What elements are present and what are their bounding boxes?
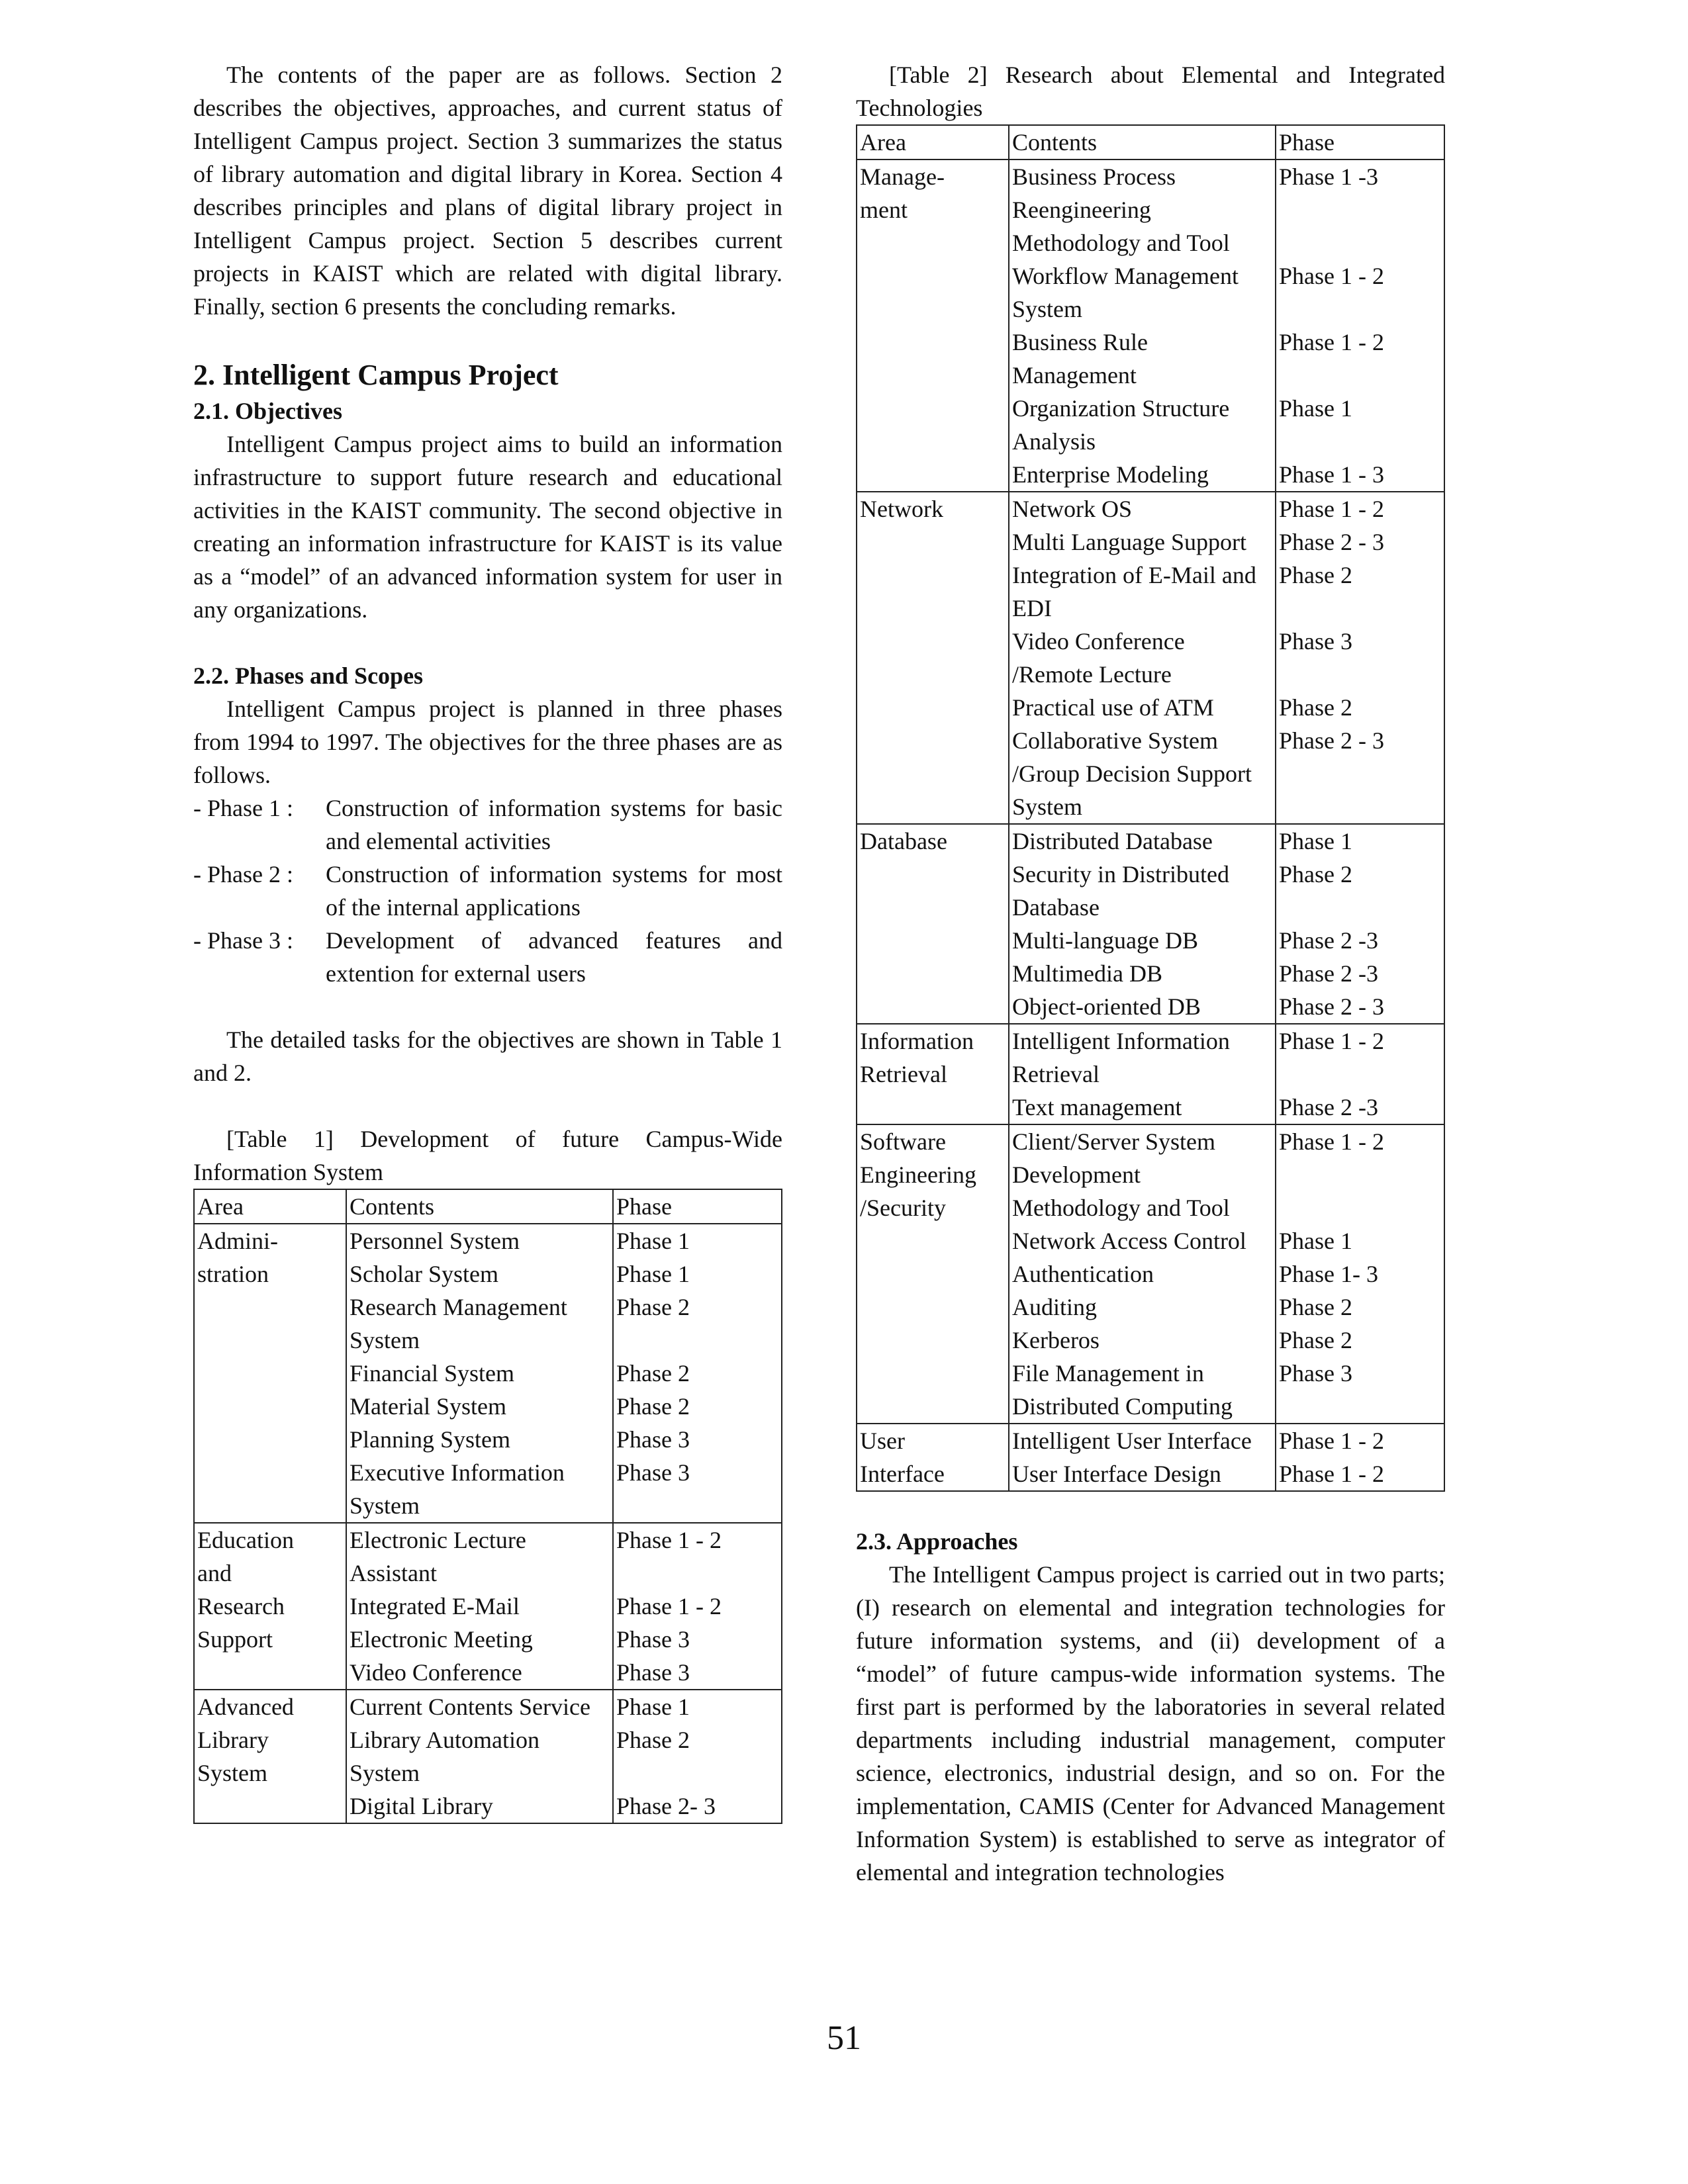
phase-value: Phase 1 - 2: [1279, 1428, 1384, 1454]
content-line: Client/Server System: [1012, 1128, 1215, 1155]
area-line: and: [197, 1560, 232, 1586]
content-line: Analysis: [1012, 428, 1096, 455]
content-line: User Interface Design: [1012, 1461, 1221, 1487]
section-2-title: 2. Intelligent Campus Project: [193, 359, 559, 391]
content-line: System: [350, 1492, 420, 1519]
phase-cell: [1276, 492, 1444, 824]
area-cell: [857, 1024, 1009, 1124]
phase-list-item: [193, 858, 782, 924]
phase-value: Phase 2: [616, 1727, 690, 1753]
content-line: Integrated E-Mail: [350, 1593, 520, 1619]
phase-value: Phase 2: [616, 1360, 690, 1387]
content-line: Financial System: [350, 1360, 514, 1387]
content-line: Enterprise Modeling: [1012, 461, 1209, 488]
content-line: Integration of E-Mail and: [1012, 562, 1256, 588]
content-line: Distributed Computing: [1012, 1393, 1233, 1420]
phase-value: Phase 1: [616, 1261, 690, 1287]
content-line: Retrieval: [1012, 1061, 1100, 1087]
phase-value: Phase 3: [616, 1659, 690, 1686]
phases-heading: 2.2. Phases and Scopes: [193, 662, 424, 689]
area-line: Retrieval: [860, 1061, 947, 1087]
phase-value: Phase 1 - 2: [1279, 1028, 1384, 1054]
phase-label: - Phase 3 :: [193, 927, 293, 954]
content-line: Methodology and Tool: [1012, 230, 1230, 256]
content-line: Multi Language Support: [1012, 529, 1246, 555]
area-line: Network: [860, 496, 943, 522]
content-line: File Management in: [1012, 1360, 1204, 1387]
area-line: Interface: [860, 1461, 945, 1487]
area-line: Software: [860, 1128, 946, 1155]
table-row: [857, 159, 1444, 492]
phase-cell: [613, 1523, 782, 1690]
phase-cell: [613, 1690, 782, 1823]
table-2-caption: [Table 2] Research about Elemental and Integrated Technologies: [856, 62, 1445, 121]
approaches-heading: 2.3. Approaches: [856, 1528, 1018, 1555]
area-cell: [857, 159, 1009, 492]
content-line: Intelligent Information: [1012, 1028, 1230, 1054]
content-line: Distributed Database: [1012, 828, 1213, 854]
phase-value: Phase 2- 3: [616, 1793, 716, 1819]
phase-value: Phase 1: [1279, 1228, 1352, 1254]
content-line: EDI: [1012, 595, 1052, 621]
header-area: Area: [194, 1189, 346, 1224]
area-cell: [194, 1523, 346, 1690]
phase-cell: [1276, 159, 1444, 492]
content-line: System: [1012, 296, 1083, 322]
content-line: Material System: [350, 1393, 506, 1420]
area-line: Library: [197, 1727, 269, 1753]
content-line: System: [350, 1327, 420, 1353]
table-row: [194, 1224, 782, 1523]
content-line: Object-oriented DB: [1012, 993, 1201, 1020]
content-line: Personnel System: [350, 1228, 520, 1254]
content-line: /Group Decision Support: [1012, 760, 1252, 787]
content-line: Security in Distributed: [1012, 861, 1229, 887]
contents-cell: [346, 1224, 613, 1523]
phase-list-item: [193, 792, 782, 858]
content-line: Video Conference: [350, 1659, 522, 1686]
area-line: Research: [197, 1593, 285, 1619]
content-line: Network Access Control: [1012, 1228, 1246, 1254]
intro-paragraph: The contents of the paper are as follows. Section 2 describes the objectives, approaches, and current status of Intelligent Campus project. Section 3 summarizes the status of library automation and digital library in Korea. Section 4 describes principles and plans of digital library project in Intelligent Campus project. Section 5 describes current projects in KAIST which are related with digital library. Finally, section 6 presents the concluding remarks.: [193, 62, 782, 320]
content-line: Electronic Meeting: [350, 1626, 533, 1653]
header-area: Area: [857, 125, 1009, 159]
phase-value: Phase 2 - 3: [1279, 727, 1384, 754]
phase-value: Phase 2: [1279, 1294, 1352, 1320]
phase-value: Phase 1 - 3: [1279, 461, 1384, 488]
content-line: Database: [1012, 894, 1100, 921]
phase-value: Phase 1 -3: [1279, 163, 1378, 190]
area-line: Advanced: [197, 1694, 294, 1720]
phase-text: Development of advanced features and extention for external users: [326, 927, 782, 987]
table-header-row: [857, 125, 1444, 159]
content-line: Management: [1012, 362, 1137, 388]
header-contents: Contents: [1009, 125, 1276, 159]
phase-text: Construction of information systems for most of the internal applications: [326, 861, 782, 921]
phase-label: - Phase 2 :: [193, 861, 293, 887]
content-line: Current Contents Service: [350, 1694, 590, 1720]
phase-value: Phase 1 - 2: [1279, 1128, 1384, 1155]
phase-value: Phase 2: [1279, 1327, 1352, 1353]
content-line: Video Conference: [1012, 628, 1185, 655]
contents-cell: [1009, 1424, 1276, 1491]
phase-value: Phase 1- 3: [1279, 1261, 1378, 1287]
area-line: Database: [860, 828, 947, 854]
phase-value: Phase 1: [1279, 395, 1352, 422]
area-line: /Security: [860, 1195, 946, 1221]
table-1-caption: [Table 1] Development of future Campus-Wide Information System: [193, 1126, 782, 1185]
area-cell: [194, 1690, 346, 1823]
phase-value: Phase 1 - 2: [1279, 329, 1384, 355]
phase-value: Phase 1 - 2: [1279, 496, 1384, 522]
content-line: System: [350, 1760, 420, 1786]
content-line: Assistant: [350, 1560, 438, 1586]
phase-value: Phase 1 - 2: [1279, 263, 1384, 289]
header-phase: Phase: [613, 1189, 782, 1224]
content-line: Development: [1012, 1161, 1141, 1188]
phase-text: Construction of information systems for basic and elemental activities: [326, 795, 782, 854]
content-line: Electronic Lecture: [350, 1527, 526, 1553]
content-line: Business Rule: [1012, 329, 1149, 355]
area-line: Education: [197, 1527, 294, 1553]
phase-value: Phase 3: [616, 1459, 690, 1486]
contents-cell: [346, 1523, 613, 1690]
table-row: [857, 1024, 1444, 1124]
phase-value: Phase 2: [616, 1294, 690, 1320]
area-line: User: [860, 1428, 905, 1454]
phase-cell: [1276, 1424, 1444, 1491]
area-line: Support: [197, 1626, 273, 1653]
content-line: Methodology and Tool: [1012, 1195, 1230, 1221]
table-row: [194, 1523, 782, 1690]
approaches-paragraph: The Intelligent Campus project is carried out in two parts; (I) research on elemental and integration technologies for future information systems, and (ii) development of a “model” of future campus-wide information systems. The first part is performed by the laboratories in several related departments including industrial management, computer science, electronics, industrial design, and so on. For the implementation, CAMIS (Center for Advanced Management Information System) is established to serve as integrator of elemental and integration technologies: [856, 1561, 1445, 1886]
area-line: ment: [860, 197, 908, 223]
contents-cell: [1009, 1024, 1276, 1124]
content-line: Planning System: [350, 1426, 511, 1453]
phase-list: [193, 792, 782, 990]
area-cell: [857, 1424, 1009, 1491]
phase-value: Phase 3: [616, 1626, 690, 1653]
header-phase: Phase: [1276, 125, 1444, 159]
area-cell: [857, 1124, 1009, 1424]
area-cell: [194, 1224, 346, 1523]
phase-value: Phase 3: [1279, 628, 1352, 655]
area-line: Admini-: [197, 1228, 278, 1254]
page-number: 51: [827, 2019, 861, 2057]
table-row: [857, 1124, 1444, 1424]
phase-value: Phase 2 - 3: [1279, 529, 1384, 555]
table-header-row: [194, 1189, 782, 1224]
phase-value: Phase 3: [1279, 1360, 1352, 1387]
phase-cell: [1276, 1124, 1444, 1424]
phase-cell: [1276, 824, 1444, 1024]
content-line: Authentication: [1012, 1261, 1154, 1287]
phase-value: Phase 2: [616, 1393, 690, 1420]
left-column: [193, 58, 782, 1824]
phase-value: Phase 2 -3: [1279, 927, 1378, 954]
objectives-paragraph: Intelligent Campus project aims to build an information infrastructure to support future research and educational activities in the KAIST community. The second objective in creating an information infrastructure for KAIST is its value as a “model” of an advanced information system for user in any organizations.: [193, 431, 782, 623]
area-line: Information: [860, 1028, 974, 1054]
content-line: Collaborative System: [1012, 727, 1218, 754]
content-line: Library Automation: [350, 1727, 539, 1753]
contents-cell: [1009, 492, 1276, 824]
table-row: [857, 492, 1444, 824]
right-column: [856, 58, 1445, 1889]
phase-value: Phase 2 -3: [1279, 960, 1378, 987]
content-line: Text management: [1012, 1094, 1182, 1120]
phase-cell: [613, 1224, 782, 1523]
content-line: Practical use of ATM: [1012, 694, 1214, 721]
contents-cell: [346, 1690, 613, 1823]
content-line: Network OS: [1012, 496, 1132, 522]
phase-value: Phase 2: [1279, 562, 1352, 588]
content-line: Kerberos: [1012, 1327, 1100, 1353]
content-line: Organization Structure: [1012, 395, 1230, 422]
phase-value: Phase 1 - 2: [616, 1593, 722, 1619]
area-line: System: [197, 1760, 268, 1786]
content-line: Digital Library: [350, 1793, 493, 1819]
table-row: [194, 1690, 782, 1823]
content-line: Scholar System: [350, 1261, 498, 1287]
phase-value: Phase 1: [616, 1228, 690, 1254]
table-1: [193, 1189, 782, 1824]
content-line: System: [1012, 794, 1083, 820]
content-line: Research Management: [350, 1294, 567, 1320]
content-line: Executive Information: [350, 1459, 565, 1486]
phase-label: - Phase 1 :: [193, 795, 293, 821]
phase-value: Phase 1 - 2: [616, 1527, 722, 1553]
contents-cell: [1009, 824, 1276, 1024]
content-line: Multimedia DB: [1012, 960, 1162, 987]
objectives-heading: 2.1. Objectives: [193, 398, 342, 424]
phase-cell: [1276, 1024, 1444, 1124]
area-line: Engineering: [860, 1161, 976, 1188]
content-line: Multi-language DB: [1012, 927, 1198, 954]
phase-value: Phase 2: [1279, 694, 1352, 721]
area-cell: [857, 492, 1009, 824]
phase-value: Phase 2: [1279, 861, 1352, 887]
phase-value: Phase 1: [1279, 828, 1352, 854]
phase-value: Phase 1: [616, 1694, 690, 1720]
phase-value: Phase 1 - 2: [1279, 1461, 1384, 1487]
content-line: Auditing: [1012, 1294, 1098, 1320]
content-line: Business Process: [1012, 163, 1176, 190]
phase-value: Phase 2 -3: [1279, 1094, 1378, 1120]
tables-reference-paragraph: The detailed tasks for the objectives are shown in Table 1 and 2.: [193, 1026, 782, 1086]
table-row: [857, 824, 1444, 1024]
phases-paragraph: Intelligent Campus project is planned in three phases from 1994 to 1997. The objectives for the three phases are as follows.: [193, 696, 782, 788]
phase-value: Phase 3: [616, 1426, 690, 1453]
area-cell: [857, 824, 1009, 1024]
area-line: stration: [197, 1261, 269, 1287]
content-line: Intelligent User Interface: [1012, 1428, 1252, 1454]
header-contents: Contents: [346, 1189, 613, 1224]
table-row: [857, 1424, 1444, 1491]
table-2: [856, 124, 1445, 1492]
contents-cell: [1009, 1124, 1276, 1424]
contents-cell: [1009, 159, 1276, 492]
content-line: Reengineering: [1012, 197, 1151, 223]
content-line: /Remote Lecture: [1012, 661, 1172, 688]
content-line: Workflow Management: [1012, 263, 1239, 289]
area-line: Manage-: [860, 163, 945, 190]
phase-list-item: [193, 924, 782, 990]
phase-value: Phase 2 - 3: [1279, 993, 1384, 1020]
